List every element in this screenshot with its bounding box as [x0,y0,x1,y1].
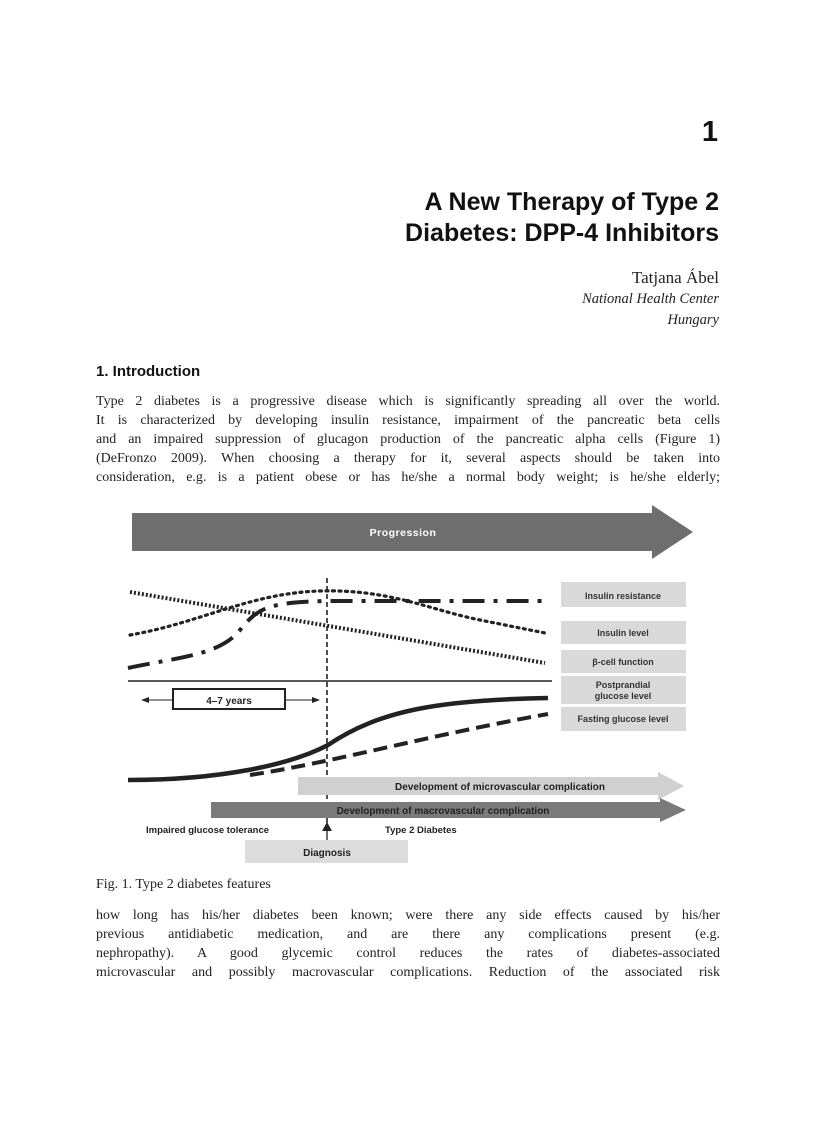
affiliation-line: Hungary [667,312,719,328]
figure-diagram [0,495,816,875]
text-line: and an impaired suppression of glucagon production of the pancreatic alpha cells (Figure 1) [96,432,720,447]
text-line: Type 2 diabetes is a progressive disease which is significantly spreading all over the world. [96,394,720,409]
legend-beta-cell: β-cell function [592,657,654,667]
text-line: previous antidiabetic medication, and are there any complications present (e.g. [96,927,720,942]
legend [561,582,686,731]
arrow-head [322,822,332,831]
chapter-number: 1 [701,116,718,148]
t2d-label: Type 2 Diabetes [385,825,457,836]
legend-insulin-resistance: Insulin resistance [584,591,662,601]
chapter-title [299,187,719,249]
insulin-level-curve [130,591,545,635]
microvascular-label: Development of microvascular complication [394,782,606,793]
legend-fasting: Fasting glucose level [577,714,669,724]
beta-cell-curve [128,601,545,668]
text-line: nephropathy). A good glycemic control reduces the rates of diabetes-associated [96,946,720,961]
author-name: Tatjana Ábel [631,268,719,287]
figure-caption: Fig. 1. Type 2 diabetes features [96,877,271,892]
igt-label: Impaired glucose tolerance [146,825,270,836]
arrow-head [141,697,149,703]
arrow-head [312,697,320,703]
diagnosis-label: Diagnosis [303,848,351,859]
text-line: (DeFronzo 2009). When choosing a therapy for it, several aspects should be taken into [96,451,720,466]
text-line: microvascular and possibly macrovascular complications. Reduction of the associated risk [96,965,720,980]
chapter-title-line: A New Therapy of Type 2 [424,188,719,216]
macrovascular-label: Development of macrovascular complication [336,806,550,817]
legend-insulin-level: Insulin level [597,628,649,638]
text-line: It is characterized by developing insulin resistance, impairment of the pancreatic beta cells [96,413,720,428]
continuation-paragraph [96,906,720,982]
text-line: how long has his/her diabetes been known; were there any side effects caused by his/her [96,908,720,923]
text-line: consideration, e.g. is a patient obese or has he/she a normal body weight; is he/she elderly; [96,470,720,485]
intro-paragraph [96,392,720,487]
legend-postprandial-line2: glucose level [594,691,652,701]
chapter-title-line: Diabetes: DPP-4 Inhibitors [405,219,719,247]
progression-label: Progression [369,527,437,539]
fasting-glucose-curve [250,714,548,775]
section-heading: 1. Introduction [96,363,201,380]
legend-postprandial-line1: Postprandial [595,680,651,690]
postprandial-glucose-curve [128,698,548,780]
affiliation-line: National Health Center [582,291,719,307]
years-label: 4–7 years [206,696,252,707]
